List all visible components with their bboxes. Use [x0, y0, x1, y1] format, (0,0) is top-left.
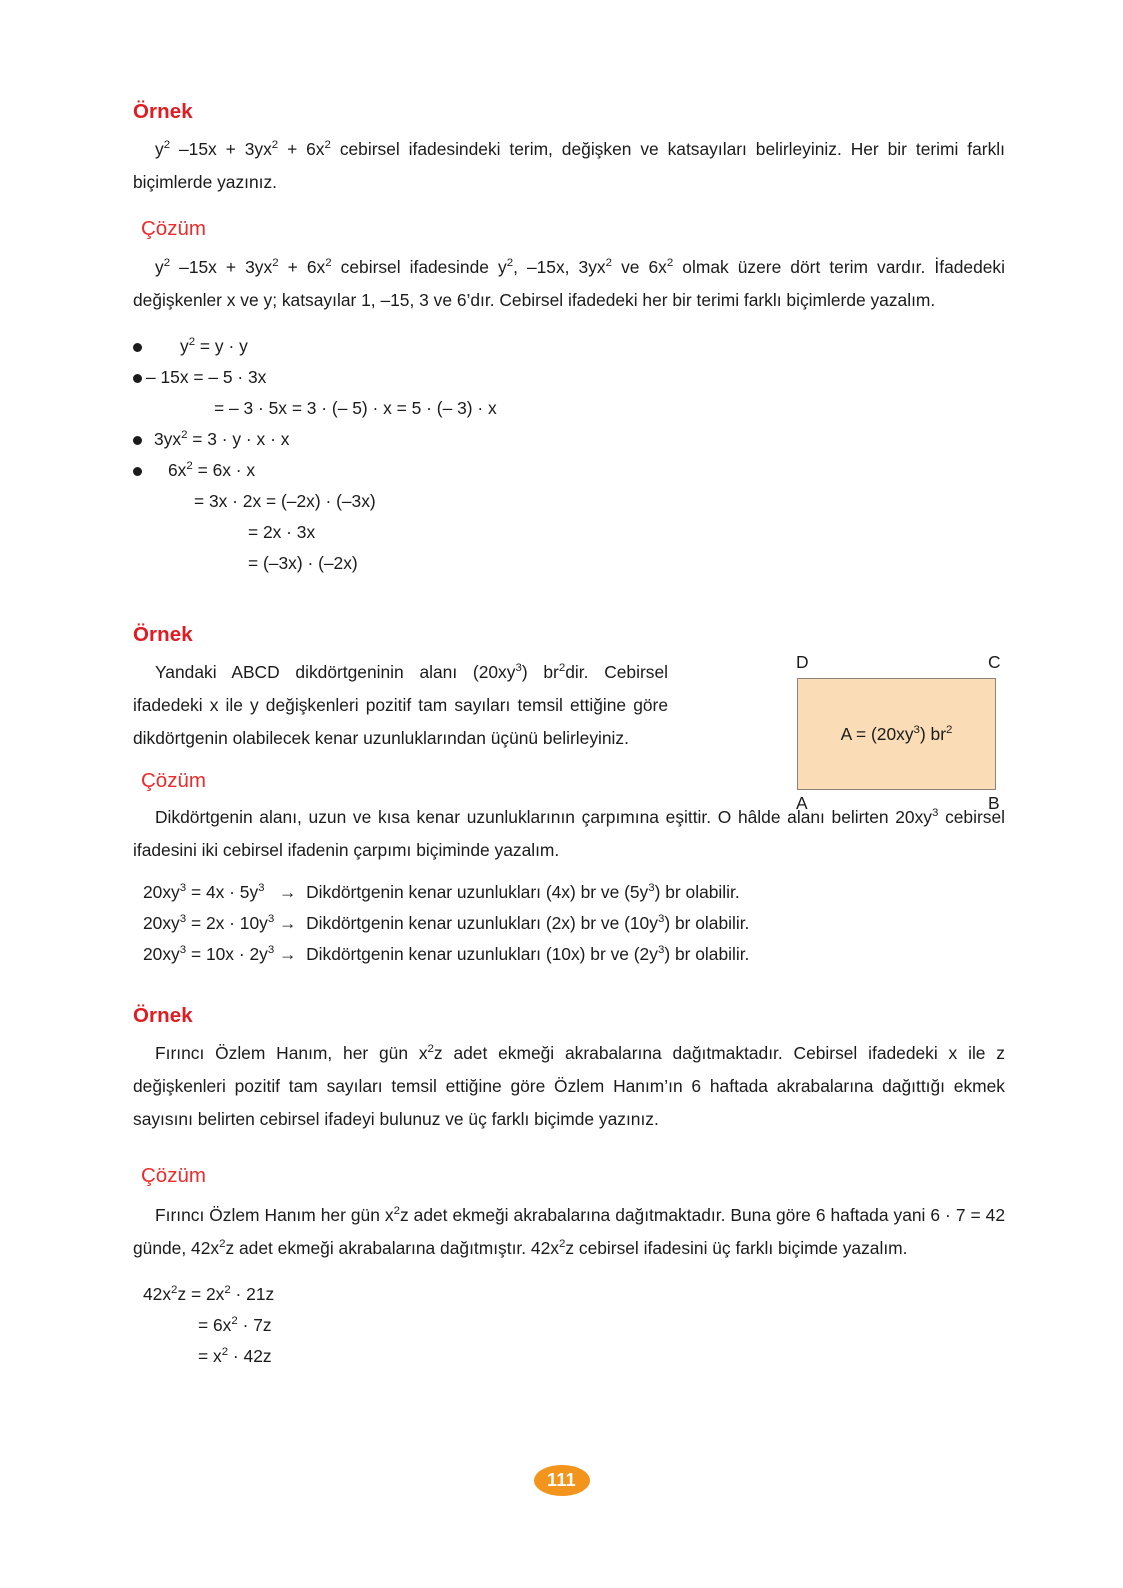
bullet-equation: $y^2 = y \cdot y$ — [180, 336, 248, 357]
example-prompt-2: Yandaki ABCD dikdörtgeninin alanı $(20xy^3)$ $br^2dir$. Cebirsel ifadedeki x ile y değişkenleri pozitif tam sayıları temsil ettiğine göre dikdörtgenin olabilecek kenar uzunluklarından üçünü belirleyiniz. — [133, 661, 668, 748]
rectangle-shape — [797, 678, 996, 790]
final-equation: $42x^2z = 2x^2 \cdot 21z$ — [143, 1283, 275, 1304]
example-prompt-1: $y^2$ $-15x + 3yx^2 + 6x^2$ cebirsel ifadesindeki terim, değişken ve katsayıları belirleyiniz. Her bir terimi farklı biçimlerde yazınız. — [133, 138, 1005, 192]
bullet-dot-icon — [133, 343, 142, 352]
solution-text-3: Fırıncı Özlem Hanım her gün $x^2z$ adet ekmeği akrabalarına dağıtmaktadır. Buna göre 6 haftada yani 6 · 7 = 42 günde, $42x^2z$ adet ekmeği akrabalarına dağıtmıştır. $42x^2z$ cebirsel ifadesini üç farklı biçimde yazalım. — [133, 1204, 1005, 1258]
list-item — [133, 362, 1005, 424]
bullet-equation: $3yx^2 = 3 \cdot y \cdot x \cdot x$ — [154, 429, 290, 450]
vertex-label-b: B — [988, 793, 1000, 813]
example-heading-1: Örnek — [133, 100, 193, 123]
vertex-label-a: A — [796, 793, 808, 813]
vertex-label-c: C — [988, 652, 1001, 672]
final-equation: = $x^2 \cdot 42z$ — [198, 1345, 272, 1366]
page-number-badge: 111 — [534, 1465, 590, 1496]
bullet-equation-cont: = – 3 · 5x = 3 · (– 5) · x = 5 · (– 3) · x — [214, 398, 497, 419]
list-item — [133, 331, 1005, 362]
example-heading-2: Örnek — [133, 623, 193, 647]
solution-heading-3: Çözüm — [141, 1163, 206, 1187]
bullet-equation: – 15x = – 5 · 3x — [146, 367, 267, 388]
solution-text-2: Dikdörtgenin alanı, uzun ve kısa kenar uzunluklarının çarpımına eşittir. O hâlde alanı belirten $20xy^3$ cebirsel ifadesini iki cebirsel ifadenin çarpımı biçiminde yazalım. — [133, 807, 1005, 861]
factorization-equation: $20xy^3 = 4x \cdot 5y^3$ → Dikdörtgenin kenar uzunlukları (4x) br ve $(5y^3)$ br olabilir. — [143, 882, 740, 903]
example-prompt-3: Fırıncı Özlem Hanım, her gün $x^2z$ adet ekmeği akrabalarına dağıtmaktadır. Cebirsel ifadedeki x ile z değişkenleri pozitif tam sayıları temsil ettiğine göre Özlem Hanım’ın 6 haftada akrabalarına dağıttığı ekmek sayısını belirten cebirsel ifadeyi bulunuz ve üç farklı biçimde yazınız. — [133, 1042, 1005, 1129]
bullet-dot-icon — [133, 374, 142, 383]
list-item — [133, 455, 1005, 579]
list-item — [133, 424, 1005, 455]
rectangle-figure — [786, 650, 1008, 814]
solution-heading-1: Çözüm — [141, 216, 206, 240]
solution-heading-2: Çözüm — [141, 768, 206, 792]
example-block-1 — [133, 100, 1005, 579]
rectangle-area-label: $A = (20xy^3)$ $br^2$ — [840, 723, 953, 744]
vertex-label-d: D — [796, 652, 809, 672]
solution-text-1: $y^2$ $-15x + 3yx^2 + 6x^2$ cebirsel ifadesinde $y^2$, –15x, $3yx^2$ ve $6x^2$ olmak üzere dört terim vardır. İfadedeki değişkenler x ve y; katsayılar 1, –15, 3 ve 6’dır. Cebirsel ifadedeki her bir terimi farklı biçimlerde yazalım. — [133, 257, 1005, 311]
bullet-equation-cont: = 3x · 2x = (–2x) · (–3x) — [194, 491, 376, 512]
factorization-equation: $20xy^3 = 10x \cdot 2y^3$ → Dikdörtgenin kenar uzunlukları (10x) br ve $(2y^3)$ br olabilir. — [143, 944, 750, 965]
final-equation: = $6x^2 \cdot 7z$ — [198, 1314, 272, 1335]
bullet-equation: $6x^2 = 6x \cdot x$ — [168, 460, 256, 481]
bullet-equation-cont: = (–3x) · (–2x) — [248, 553, 358, 574]
factorization-equation: $20xy^3 = 2x \cdot 10y^3$ → Dikdörtgenin kenar uzunlukları (2x) br ve $(10y^3)$ br olabilir. — [143, 913, 750, 934]
bullet-equation-cont: = 2x · 3x — [248, 522, 316, 543]
example-block-3 — [133, 1004, 1005, 1371]
bullet-dot-icon — [133, 467, 142, 476]
example-heading-3: Örnek — [133, 1004, 193, 1028]
term-bullet-list — [133, 331, 1005, 579]
bullet-dot-icon — [133, 436, 142, 445]
